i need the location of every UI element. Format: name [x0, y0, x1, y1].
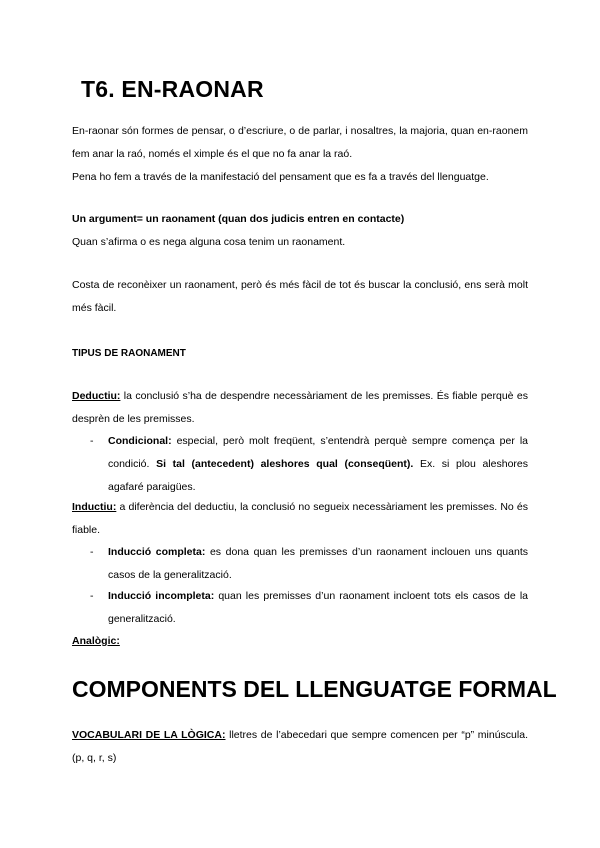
- induccio-incompleta-text: quan les premisses d’un raonament incloent tots els casos de la generalització.: [108, 590, 528, 625]
- intro-paragraph: En-raonar són formes de pensar, o d’escriure, o de parlar, i nosaltres, la majoria, quan en-raonem fem anar la raó, només el ximple és el que no fa anar la raó.: [72, 125, 528, 160]
- induccio-incompleta-label: Inducció incompleta:: [108, 590, 215, 602]
- list-item-text: [108, 585, 528, 631]
- argument-definition: Un argument= un raonament (quan dos judicis entren en contacte): [72, 213, 405, 225]
- condicional-rule: Si tal (antecedent) aleshores qual (conseqüent).: [156, 458, 414, 470]
- induccio-completa-label: Inducció completa:: [108, 546, 206, 558]
- induccio-completa-text: es dona quan les premisses d’un raonament inclouen uns quants casos de la generalització.: [108, 546, 528, 581]
- deductiu-text: la conclusió s’ha de despendre necessàriament de les premisses. És fiable perquè es desprèn de les premisses.: [72, 390, 528, 425]
- inductiu-label: Inductiu:: [72, 501, 117, 513]
- inductiu-paragraph: [72, 496, 528, 542]
- vocabulari-paragraph: [72, 724, 528, 770]
- vocabulari-text: lletres de l’abecedari que sempre comencen per “p” minúscula. (p, q, r, s): [72, 729, 528, 764]
- argument-note: Quan s’afirma o es nega alguna cosa tenim un raonament.: [72, 236, 346, 248]
- page-title: T6. EN-RAONAR: [81, 76, 264, 102]
- condicional-example: Ex. si plou aleshores agafaré paraigües.: [108, 458, 528, 493]
- deductiu-paragraph: [72, 385, 528, 431]
- vocabulari-label: VOCABULARI DE LA LÒGICA:: [72, 729, 226, 741]
- list-dash: -: [90, 546, 94, 558]
- section-title-components: COMPONENTS DEL LLENGUATGE FORMAL: [72, 676, 557, 702]
- section-heading-tipus: TIPUS DE RAONAMENT: [72, 348, 186, 359]
- list-item-text: [108, 541, 528, 587]
- condicional-label: Condicional:: [108, 435, 172, 447]
- inductiu-text: a diferència del deductiu, la conclusió no segueix necessàriament les premisses. No és fiable.: [72, 501, 528, 536]
- analogic-label: Analògic:: [72, 635, 120, 647]
- conclusion-note: Costa de reconèixer un raonament, però és més fàcil de tot és buscar la conclusió, ens serà molt més fàcil.: [72, 279, 528, 314]
- intro-paragraph-2: Pena ho fem a través de la manifestació del pensament que es fa a través del llenguatge.: [72, 171, 489, 183]
- condicional-text: especial, però molt freqüent, s’entendrà perquè sempre comença per la condició.: [108, 435, 528, 470]
- analogic-paragraph: [72, 630, 528, 653]
- list-dash: -: [90, 435, 94, 447]
- deductiu-label: Deductiu:: [72, 390, 121, 402]
- list-item-text: [108, 430, 528, 499]
- list-dash: -: [90, 590, 94, 602]
